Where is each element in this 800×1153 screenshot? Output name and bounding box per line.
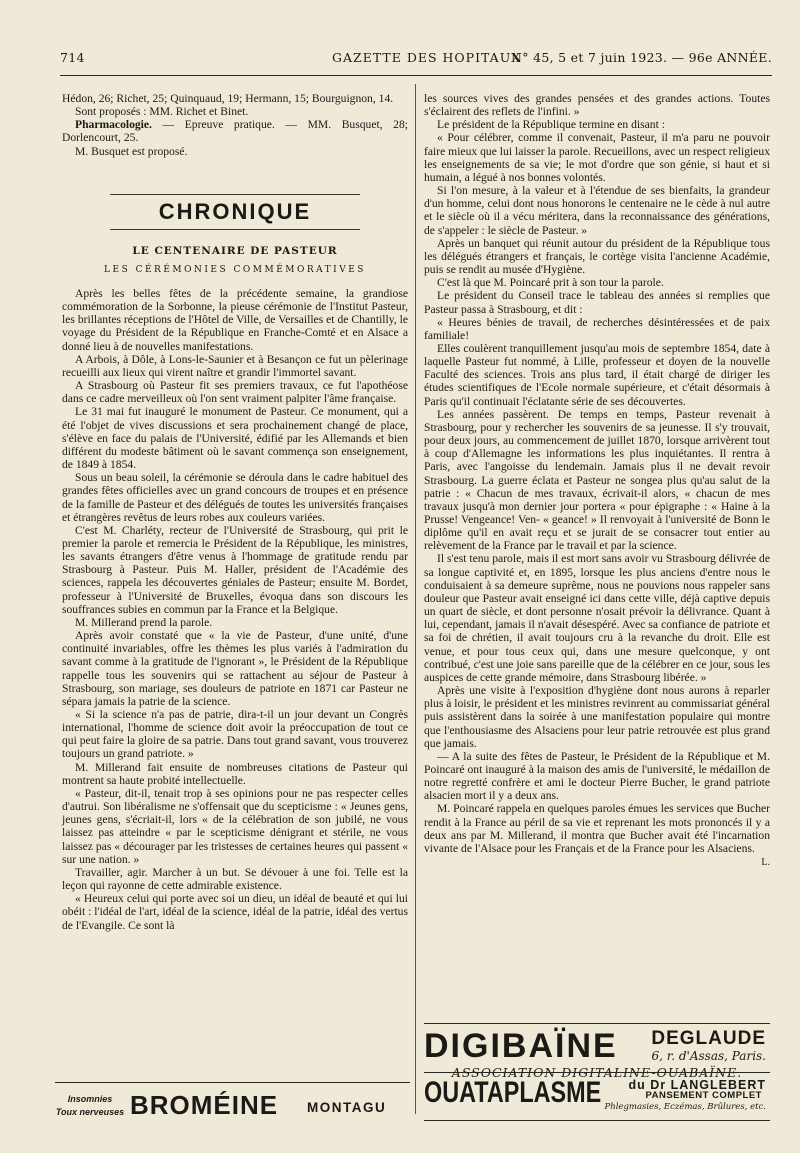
ad-rule-top (424, 1023, 770, 1024)
bromeine-indication-2: Toux nerveuses (55, 1107, 125, 1117)
article-paragraph: M. Millerand fait ensuite de nombreuses citations de Pasteur qui montrent sa haute probité intellectuelle. (62, 760, 408, 787)
proposed-line-2: M. Busquet est proposé. (75, 144, 188, 158)
pharmacology-text: Pharmacologie. — Epreuve pratique. — MM. Busquet, 28; Dorlencourt, 25. (62, 118, 408, 145)
digibaine-name: DIGIBAÏNE (424, 1027, 618, 1065)
article-paragraph: Après un banquet qui réunit autour du président de la République tous les délégués étrangers et français, le cortège visita l'ancienne Académie, puis se rendit au musée d'Hygiène. (424, 236, 770, 277)
column-divider (415, 84, 416, 1114)
proposed-line: Sont proposés : MM. Richet et Binet. (75, 105, 249, 119)
article-paragraph: « Heures bénies de travail, de recherches désintéressées et de paix familiale! (424, 315, 770, 342)
bromeine-indications (55, 1093, 125, 1119)
results-line: Hédon, 26; Richet, 25; Quinquaud, 19; Hermann, 15; Bourguignon, 14. (62, 92, 394, 105)
article-paragraph: C'est là que M. Poincaré prit à son tour la parole. (437, 276, 664, 290)
article-paragraph: « Heureux celui qui porte avec soi un dieu, un idéal de beauté et qui lui obéit : l'idéal de l'art, idéal de la science, idéal de la patrie, idéal des vertus de l'Evangile. Ce sont là (62, 892, 408, 932)
digibaine-address: 6, r. d'Assas, Paris. (651, 1049, 766, 1063)
article-paragraph: A Strasbourg où Pasteur fit ses premiers travaux, ce fut l'apothéose dans ce cadre merveilleux où l'on sent vraiment palpiter l'âme française. (62, 379, 408, 406)
ad-ouataplasme (424, 1076, 770, 1118)
title-rule-top (110, 194, 360, 195)
bromeine-name: BROMÉINE (130, 1090, 279, 1120)
ad-rule-bottom (424, 1120, 770, 1121)
right-column-article (424, 92, 770, 869)
pharmacology-lead: Pharmacologie. (75, 118, 152, 132)
pharmacology-line (62, 118, 408, 144)
article-paragraph: Après les belles fêtes de la précédente semaine, la grandiose commémoration de la Sorbonne, la pieuse cérémonie de l'Institut Pasteur, les brillantes réceptions de l'Hôtel de Ville, de Versailles et de Chantilly, le voyage du Président de la République en Franche-Comté et en Alsace a donné lieu à de nouvelles manifestations. (62, 287, 408, 353)
article-paragraph: Travailler, agir. Marcher à un but. Se dévouer à une foi. Telle est la leçon qui rayonne de cette admirable existence. (62, 865, 408, 893)
article-paragraph: « Pasteur, dit-il, tenait trop à ses opinions pour ne pas respecter celles d'autrui. Son libéralisme ne s'offensait que du scepticisme : « Jeunes gens, jeunes gens, s'écriait-il, lors « de la célébration de son jubilé, ne vous laissez pas atteindre « par le scepticisme dénigrant et stérile, ne vous laissez pas « décourager par les tristesses de certaines heures qui passent « sur une nation. » (62, 786, 408, 866)
exam-results (62, 92, 408, 158)
bromeine-indication-1: Insomnies (67, 1094, 113, 1104)
article-paragraph: Les années passèrent. De temps en temps, Pasteur revenait à Strasbourg, pour y rechercher les souvenirs de sa jeunesse. Il s'y trouvait, pour deux jours, au commencement de juillet 1870, lorsque arrivèrent tout à coup d'Allemagne les informations les plus inquiétantes. Il rentra à Paris, avec l'angoisse du lendemain. Jamais plus il ne devait revoir Strasbourg. La guerre éclata et Pasteur ne songea plus qu'au salut de la patrie : « Chacun de mes travaux, écrivait-il alors, « chacun de mes travaux jusqu'à mon dernier jour portera « pour épigraphe : « Haine à la Prusse! Vengeance! Ven- « geance! » Il renvoyait à l'université de Bonn le diplôme qu'il en avait reçu et se jurait de se consacrer tout entier au relèvement de la France par le travail et par la science. (424, 407, 770, 553)
article-paragraph: Il s'est tenu parole, mais il est mort sans avoir vu Strasbourg délivrée de sa longue captivité et, en 1895, lorsque les plus anciens d'entre nous le conduisaient à sa demeure suprême, nous ne pouvions nous rappeler sans douleur que Pasteur avait enseigné ici dans cette ville, déjà captive depuis un quart de siècle, et dont personne n'osait prévoir la délivrance. Quant à lui, cependant, jamais il n'avait désespéré. Avec sa confiance de patriote et sa foi de chrétien, il avait toujours cru à la revanche du droit. Elle est venue, et pour tous ceux qui, dans une mesure quelconque, y ont contribué, c'est une joie sans pareille que de la célébrer en ce jour, sous les auspices de cette grande mémoire, dans Strasbourg libérée. » (424, 552, 770, 684)
article-paragraph: Le 31 mai fut inauguré le monument de Pasteur. Ce monument, qui a été l'objet de vives discussions et sera prochainement changé de place, s'élève en face du palais de l'Université, édifié par les Allemands et bien différent du modeste bâtiment où le savant commença son enseignement, de 1849 à 1854. (62, 405, 408, 472)
left-column-article (62, 287, 408, 932)
page-header (60, 50, 772, 70)
digibaine-association: ASSOCIATION DIGITALINE-OUABAÏNE. (451, 1065, 743, 1080)
article-paragraph: A Arbois, à Dôle, à Lons-le-Saunier et à Besançon ce fut un pèlerinage recueilli aux lieux qui virent naître et grandir l'immortel savant. (62, 352, 408, 379)
publication-title: GAZETTE DES HOPITAUX (332, 50, 522, 65)
page-number: 714 (60, 50, 85, 65)
bromeine-maker: MONTAGU (307, 1100, 387, 1115)
article-paragraph: — A la suite des fêtes de Pasteur, le Président de la République et M. Poincaré ont inauguré à la maison des amis de l'université, le médaillon de notre regretté confrère et ami le docteur Pierre Bucher, le grand patriote alsacien mort il y a deux ans. (424, 749, 770, 803)
title-rule-bottom (110, 229, 360, 230)
chronique-title: CHRONIQUE (158, 199, 312, 224)
article-paragraph: Le président de la République termine en disant : (437, 118, 665, 132)
article-paragraph: Sous un beau soleil, la cérémonie se déroula dans le cadre habituel des grandes fêtes officielles avec un grand concours de troupes et en présence de la famille de Pasteur et des délégués de toutes les universités françaises et étrangères revêtus de leurs robes aux couleurs variées. (62, 471, 408, 524)
article-paragraph: Elles coulèrent tranquillement jusqu'au mois de septembre 1854, date à laquelle Pasteur fut nommé, à Lille, professeur et doyen de la nouvelle Faculté des sciences. Trois ans plus tard, il était chargé de diriger les études scientifiques de l'Ecole normale supérieure, et c'était désormais à Paris qu'il continuait l'éclatante série de ses découvertes. (424, 341, 770, 408)
bromeine-rule-top (55, 1082, 410, 1083)
issue-line: N° 45, 5 et 7 juin 1923. — 96e ANNÉE. (511, 50, 772, 65)
ad-rule-mid (424, 1072, 770, 1073)
article-title: LE CENTENAIRE DE PASTEUR (132, 245, 338, 257)
article-paragraph: Le président du Conseil trace le tableau des années si remplies que Pasteur passa à Strasbourg, et dit : (424, 289, 770, 316)
ouataplasme-sub: PANSEMENT COMPLET (645, 1090, 762, 1101)
article-paragraph: « Si la science n'a pas de patrie, dira-t-il un jour devant un Congrès international, l'homme de science doit avoir la préoccupation de tout ce qui peut faire la gloire de sa patrie. Dans tout grand savant, vous trouverez toujours un grand patriote. » (62, 708, 408, 761)
ouataplasme-desc: Phlegmasies, Eczémas, Brûlures, etc. (604, 1102, 766, 1112)
article-paragraph: C'est M. Charléty, recteur de l'Université de Strasbourg, qui prit le premier la parole et remercia le Président de la République, les ministres, les savants étrangers d'être venus à l'hommage de gratitude rendu par Strasbourg à Pasteur. Puis M. Haller, président de l'Académie des sciences, rappela les découvertes géniales de Pasteur; ensuite M. Bordet, professeur à l'Université de Bruxelles, évoqua dans son discours les souffrances subies en commun par la France et la Belgique. (62, 523, 408, 616)
article-paragraph: M. Poincaré rappela en quelques paroles émues les services que Bucher rendit à la France au péril de sa vie et reprenant les mots prononcés il y a deux ans par M. Millerand, il montra que Bucher avait été l'incarnation vivante de l'Alsace pour les Français et de la France pour les Alsaciens. (424, 802, 770, 855)
ouataplasme-name: OUATAPLASME (424, 1076, 602, 1109)
ouataplasme-maker: du Dr LANGLEBERT (628, 1078, 766, 1092)
article-paragraph: Après une visite à l'exposition d'hygiène dont nous aurons à reparler plus à loisir, le président et les ministres revinrent au commissariat général puis assistèrent dans la soirée à une manifestation populaire qui montre que l'enthousiasme des Alsaciens pour leur patrie retrouvée est plus grand que jamais. (424, 684, 770, 750)
article-subtitle: LES CÉRÉMONIES COMMÉMORATIVES (104, 265, 366, 275)
article-paragraph: Après avoir constaté que « la vie de Pasteur, d'une unité, d'une continuité invariables, offre les thèmes les plus variés à l'admiration du savant comme à la gratitude de l'ignorant », le Président de la République rappelle tous les souvenirs qui se rattachent au séjour de Pasteur à Strasbourg, son mariage, ses douleurs de patriote en 1871 car Pasteur ne sépara jamais la patrie de la science. (62, 629, 408, 708)
article-paragraph: M. Millerand prend la parole. (75, 615, 213, 629)
article-paragraph: Si l'on mesure, à la valeur et à l'étendue de ses bienfaits, la grandeur d'un homme, celui dont nous honorons le centenaire ne le cède à nul autre et le siècle où il a vécu méritera, dans la reconnaissance des générations, de s'appeler : le siècle de Pasteur. » (424, 184, 770, 237)
ad-bromeine (55, 1086, 410, 1126)
article-paragraph: « Pour célébrer, comme il convenait, Pasteur, il m'a paru ne pouvoir faire mieux que lui laisser la parole. Recueillons, avec un respect religieux les enseignements de sa vie; le mot d'ordre que son génie, si haut et si humain, a légué à nos bonnes volontés. (424, 131, 770, 184)
digibaine-maker: DEGLAUDE (651, 1028, 766, 1049)
article-signature: L. (761, 857, 770, 869)
article-paragraph: les sources vives des grandes pensées et des grandes actions. Toutes s'éclairent des reflets de l'infini. » (424, 92, 770, 119)
header-rule (60, 75, 772, 76)
